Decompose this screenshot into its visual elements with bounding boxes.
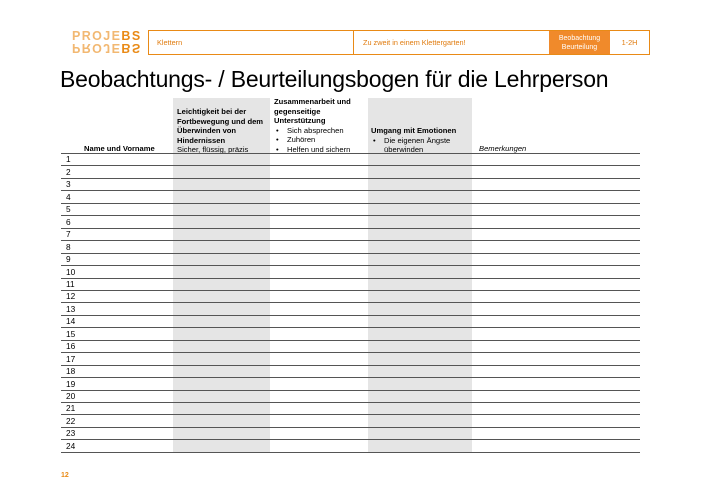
col3-title: Umgang mit Emotionen (371, 126, 457, 135)
table-row-number: 19 (66, 378, 76, 389)
table-row-number: 16 (66, 341, 76, 352)
page-number: 12 (61, 472, 69, 479)
table-row-number: 22 (66, 415, 76, 426)
table-row (61, 365, 640, 366)
table-row-number: 14 (66, 316, 76, 327)
header-title: Zu zweit in einem Klettergarten! (363, 38, 466, 47)
header-remarks: Bemerkungen (479, 144, 527, 153)
logo-text-dark: BS (121, 29, 142, 43)
badge-line-2: Beurteilung (561, 43, 598, 51)
projebs-logo (72, 29, 142, 55)
table-row (61, 390, 640, 391)
table-row (61, 414, 640, 415)
table-row-number: 20 (66, 391, 76, 401)
table-row-number: 21 (66, 403, 76, 414)
badge-line-1: Beobachtung (558, 34, 601, 42)
table-row (61, 452, 640, 453)
table-row-number: 18 (66, 366, 76, 377)
header-topic: Klettern (149, 31, 354, 54)
list-item: • Helfen und sichern (274, 145, 368, 155)
table-row (61, 290, 640, 291)
header-badge (549, 31, 610, 54)
table-row-number: 6 (66, 216, 71, 227)
table-row (61, 203, 640, 204)
table-row-number: 3 (66, 179, 71, 190)
list-item: • Sich absprechen (274, 126, 368, 136)
table-row (61, 190, 640, 191)
logo-text-light-mirrored: PROJE (72, 41, 122, 55)
table-row (61, 377, 640, 378)
table-row-number: 7 (66, 229, 71, 240)
table-row (61, 253, 640, 254)
table-row (61, 439, 640, 440)
table-row (61, 327, 640, 328)
logo-text-light: PROJE (72, 29, 122, 43)
header-bar (148, 30, 650, 55)
table-row-number: 11 (66, 278, 75, 289)
table-row-number: 13 (66, 303, 76, 314)
col2-bullets (274, 126, 368, 155)
list-item: • Zuhören (274, 135, 368, 145)
table-row-number: 17 (66, 353, 76, 364)
table-row-number: 5 (66, 204, 71, 215)
table-row-number: 2 (66, 166, 71, 177)
logo-text-dark-mirrored: BS (121, 41, 142, 55)
table-row (61, 278, 640, 279)
header-col-1 (177, 107, 269, 155)
col3-bullets (371, 136, 471, 155)
table-row-number: 8 (66, 241, 71, 252)
page-title: Beobachtungs- / Beurteilungsbogen für die Lehrperson (60, 66, 609, 92)
table-row (61, 302, 640, 303)
table-row (61, 228, 640, 229)
col1-subtitle: Sicher, flüssig, präzis (177, 145, 249, 154)
table-row-number: 24 (66, 440, 76, 451)
table-row-number: 12 (66, 291, 76, 302)
col2-title: Zusammenarbeit und gegenseitige Unterstützung (274, 97, 351, 125)
table-row (61, 340, 640, 341)
table-row-number: 23 (66, 428, 76, 439)
table-header-rule (61, 153, 640, 154)
table-row-number: 15 (66, 328, 76, 339)
table-row (61, 240, 640, 241)
table-row (61, 165, 640, 166)
col1-title: Leichtigkeit bei der Fortbewegung und dem Überwinden von Hindernissen (177, 107, 264, 145)
table-row-number: 4 (66, 191, 71, 202)
header-level: 1-2H (621, 38, 638, 47)
table-row (61, 315, 640, 316)
table-row (61, 265, 640, 266)
table-row (61, 402, 640, 403)
table-row (61, 215, 640, 216)
table-row (61, 427, 640, 428)
list-item: • Die eigenen Ängste überwinden (371, 136, 471, 155)
table-row-number: 9 (66, 254, 71, 265)
header-col-3 (371, 126, 471, 155)
header-name: Name und Vorname (84, 144, 155, 153)
table-row-number: 1 (66, 154, 71, 165)
table-row (61, 178, 640, 179)
table-row (61, 352, 640, 353)
header-col-2 (274, 97, 368, 154)
table-row-number: 10 (66, 266, 76, 277)
